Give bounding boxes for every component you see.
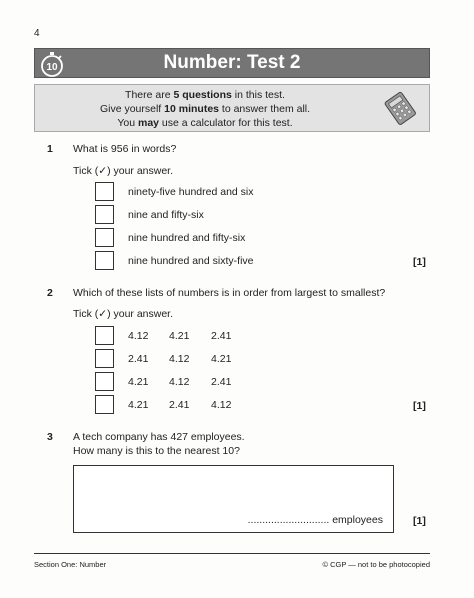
question-3-number: 3 [47,431,53,443]
calculator-icon [383,91,417,125]
info-line-1: There are 5 questions in this test. [125,89,285,101]
q1-option-3-checkbox[interactable] [95,228,114,247]
q1-option-2-checkbox[interactable] [95,205,114,224]
question-1-number: 1 [47,143,53,155]
q2-option-2-checkbox[interactable] [95,349,114,368]
q2-option-3-value-3: 2.41 [211,376,232,388]
question-1-marks: [1] [413,256,426,268]
q2-option-4-value-3: 4.12 [211,399,232,411]
q2-option-1-value-1: 4.12 [128,330,149,342]
q2-option-1-value-3: 2.41 [211,330,232,342]
q2-option-4-value-2: 2.41 [169,399,190,411]
q2-option-4-value-1: 4.21 [128,399,149,411]
q2-option-4-checkbox[interactable] [95,395,114,414]
q1-option-1-label: ninety-five hundred and six [128,186,254,198]
question-3-marks: [1] [413,515,426,527]
q2-option-3-value-2: 4.12 [169,376,190,388]
page-number: 4 [34,28,40,39]
q1-option-4-label: nine hundred and sixty-five [128,255,254,267]
q2-option-2-value-3: 4.21 [211,353,232,365]
question-3-answer-line: ............................ employees [247,514,383,526]
question-3-answer-box[interactable] [73,465,394,533]
q2-option-3-checkbox[interactable] [95,372,114,391]
q2-option-3-value-1: 4.21 [128,376,149,388]
question-2-text: Which of these lists of numbers is in order from largest to smallest? [73,287,386,299]
q2-option-2-value-1: 2.41 [128,353,149,365]
q2-option-1-checkbox[interactable] [95,326,114,345]
q1-option-3-label: nine hundred and fifty-six [128,232,246,244]
question-1-instruction: Tick (✓) your answer. [73,165,174,177]
q2-option-2-value-2: 4.12 [169,353,190,365]
info-line-3: You may use a calculator for this test. [117,117,293,129]
q2-option-1-value-2: 4.21 [169,330,190,342]
question-3-line-2: How many is this to the nearest 10? [73,445,240,457]
question-2-marks: [1] [413,400,426,412]
q1-option-1-checkbox[interactable] [95,182,114,201]
question-2-instruction: Tick (✓) your answer. [73,308,174,320]
footer-section-label: Section One: Number [34,560,107,569]
footer-copyright: © CGP — not to be photocopied [322,560,430,569]
question-2-number: 2 [47,287,53,299]
q1-option-2-label: nine and fifty-six [128,209,204,221]
q1-option-4-checkbox[interactable] [95,251,114,270]
page-title: Number: Test 2 [163,52,301,73]
timer-label: 10 [46,62,58,73]
instructions-box [34,84,430,132]
question-1-text: What is 956 in words? [73,143,177,155]
info-line-2: Give yourself 10 minutes to answer them all. [99,103,311,115]
title-bar [34,48,430,78]
question-3-line-1: A tech company has 427 employees. [73,431,245,443]
footer-divider [34,553,430,554]
